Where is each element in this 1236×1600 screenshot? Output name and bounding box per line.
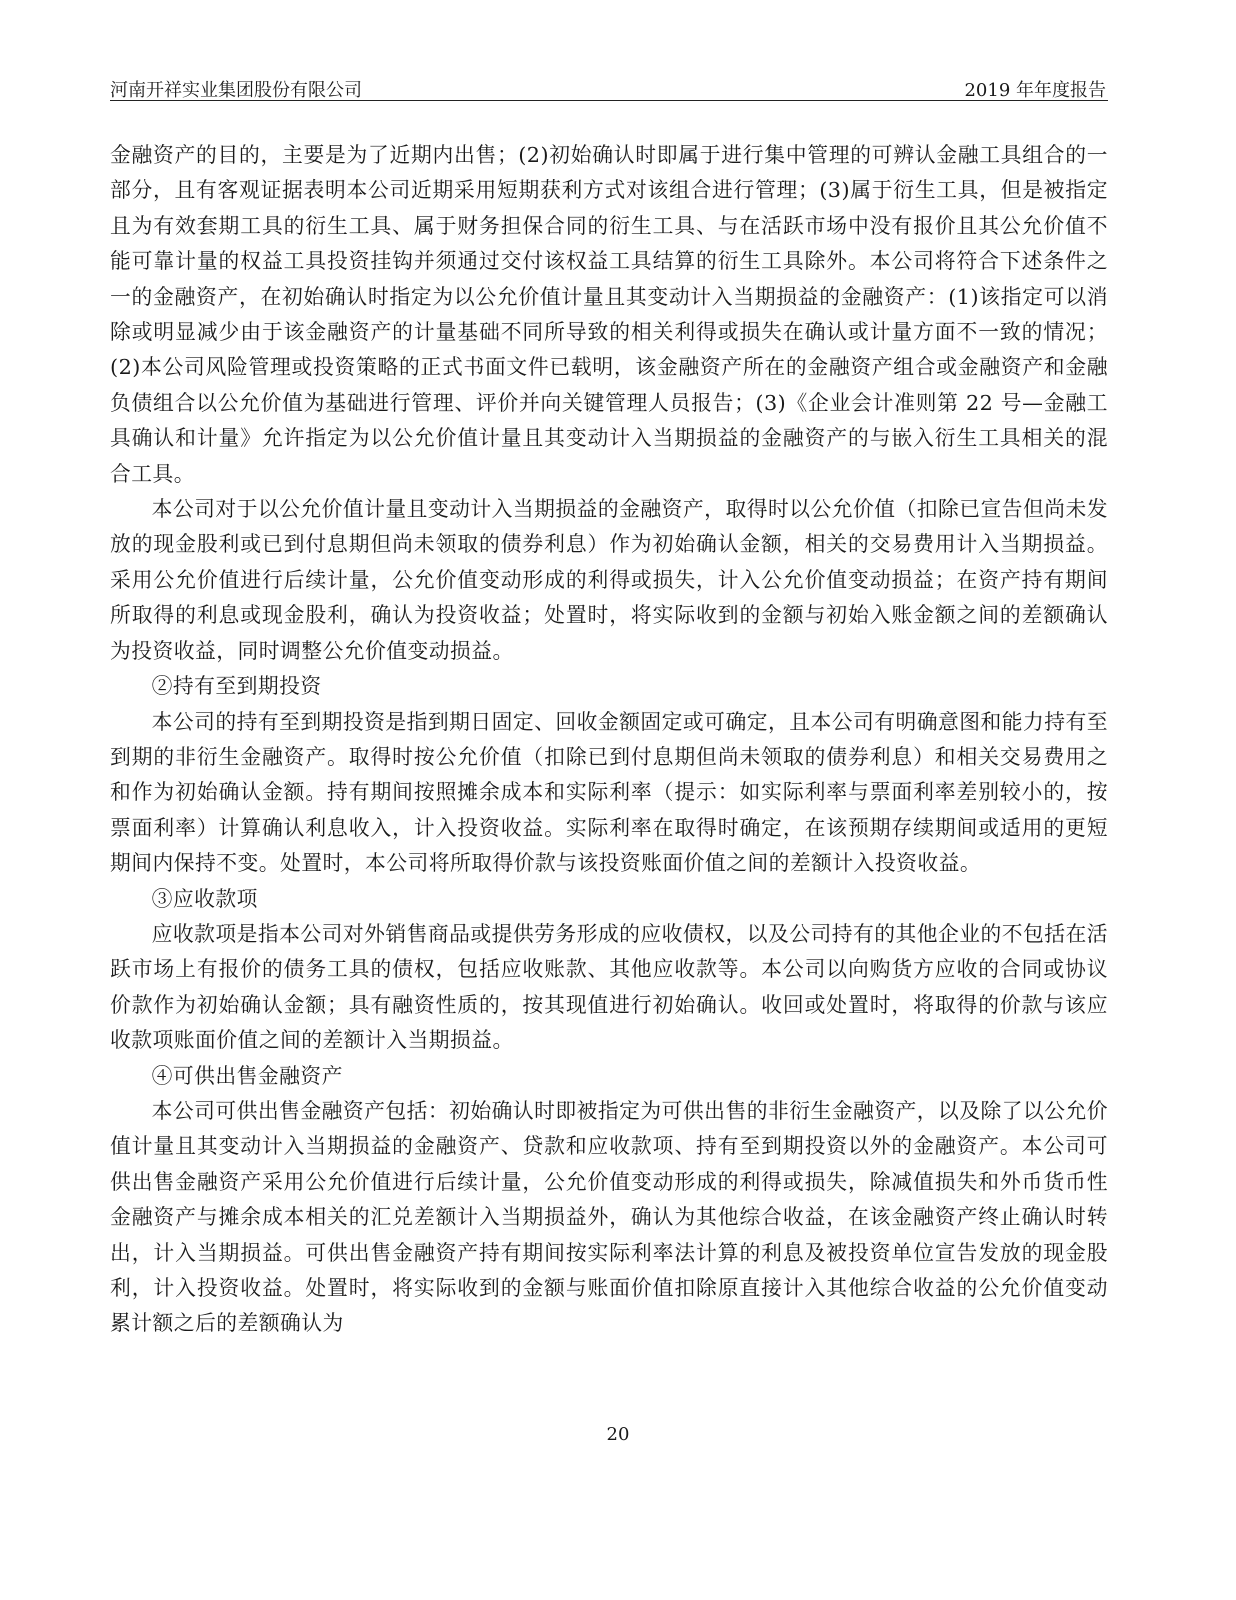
page-number: 20 xyxy=(606,1424,630,1445)
header-company-name: 河南开祥实业集团股份有限公司 xyxy=(110,80,362,101)
section-heading-held-to-maturity: ②持有至到期投资 xyxy=(151,674,322,699)
paragraph-receivables: 应收款项是指本公司对外销售商品或提供劳务形成的应收债权，以及公司持有的其他企业的不包括在活跃市场上有报价的债务工具的债权，包括应收账款、其他应收款等。本公司以向购货方应收的合同或协议价款作为初始确认金额；具有融资性质的，按其现值进行初始确认。收回或处置时，将取得的价款与该应收款项账面价值之间的差额计入当期损益。 xyxy=(110,921,1108,1053)
header-report-title: 2019 年年度报告 xyxy=(964,80,1106,101)
document-body xyxy=(110,138,1108,1342)
section-heading-receivables: ③应收款项 xyxy=(151,886,258,911)
page-header xyxy=(110,66,1108,101)
paragraph-held-to-maturity: 本公司的持有至到期投资是指到期日固定、回收金额固定或可确定，且本公司有明确意图和能力持有至到期的非衍生金融资产。取得时按公允价值（扣除已到付息期但尚未领取的债券利息）和相关交易费用之和作为初始确认金额。持有期间按照摊余成本和实际利率（提示：如实际利率与票面利率差别较小的，按票面利率）计算确认利息收入，计入投资收益。实际利率在取得时确定，在该预期存续期间或适用的更短期间内保持不变。处置时，本公司将所取得价款与该投资账面价值之间的差额计入投资收益。 xyxy=(110,709,1108,876)
paragraph-available-for-sale: 本公司可供出售金融资产包括：初始确认时即被指定为可供出售的非衍生金融资产，以及除了以公允价值计量且其变动计入当期损益的金融资产、贷款和应收款项、持有至到期投资以外的金融资产。本公司可供出售金融资产采用公允价值进行后续计量，公允价值变动形成的利得或损失，除减值损失和外币货币性金融资产与摊余成本相关的汇兑差额计入当期损益外，确认为其他综合收益，在该金融资产终止确认时转出，计入当期损益。可供出售金融资产持有期间按实际利率法计算的利息及被投资单位宣告发放的现金股利，计入投资收益。处置时，将实际收到的金额与账面价值扣除原直接计入其他综合收益的公允价值变动累计额之后的差额确认为 xyxy=(110,1098,1108,1336)
paragraph-financial-assets-continued: 金融资产的目的，主要是为了近期内出售；(2)初始确认时即属于进行集中管理的可辨认金融工具组合的一部分，且有客观证据表明本公司近期采用短期获利方式对该组合进行管理；(3)属于衍生工具，但是被指定且为有效套期工具的衍生工具、属于财务担保合同的衍生工具、与在活跃市场中没有报价且其公允价值不能可靠计量的权益工具投资挂钩并须通过交付该权益工具结算的衍生工具除外。本公司将符合下述条件之一的金融资产，在初始确认时指定为以公允价值计量且其变动计入当期损益的金融资产：(1)该指定可以消除或明显减少由于该金融资产的计量基础不同所导致的相关利得或损失在确认或计量方面不一致的情况；(2)本公司风险管理或投资策略的正式书面文件已载明，该金融资产所在的金融资产组合或金融资产和金融负债组合以公允价值为基础进行管理、评价并向关键管理人员报告；(3)《企业会计准则第 22 号—金融工具确认和计量》允许指定为以公允价值计量且其变动计入当期损益的金融资产的与嵌入衍生工具相关的混合工具。 xyxy=(110,143,1108,486)
section-heading-available-for-sale: ④可供出售金融资产 xyxy=(151,1063,343,1088)
paragraph-fair-value-measurement: 本公司对于以公允价值计量且变动计入当期损益的金融资产，取得时以公允价值（扣除已宣告但尚未发放的现金股利或已到付息期但尚未领取的债券利息）作为初始确认金额，相关的交易费用计入当期损益。采用公允价值进行后续计量，公允价值变动形成的利得或损失，计入公允价值变动损益；在资产持有期间所取得的利息或现金股利，确认为投资收益；处置时，将实际收到的金额与初始入账金额之间的差额确认为投资收益，同时调整公允价值变动损益。 xyxy=(110,497,1108,663)
